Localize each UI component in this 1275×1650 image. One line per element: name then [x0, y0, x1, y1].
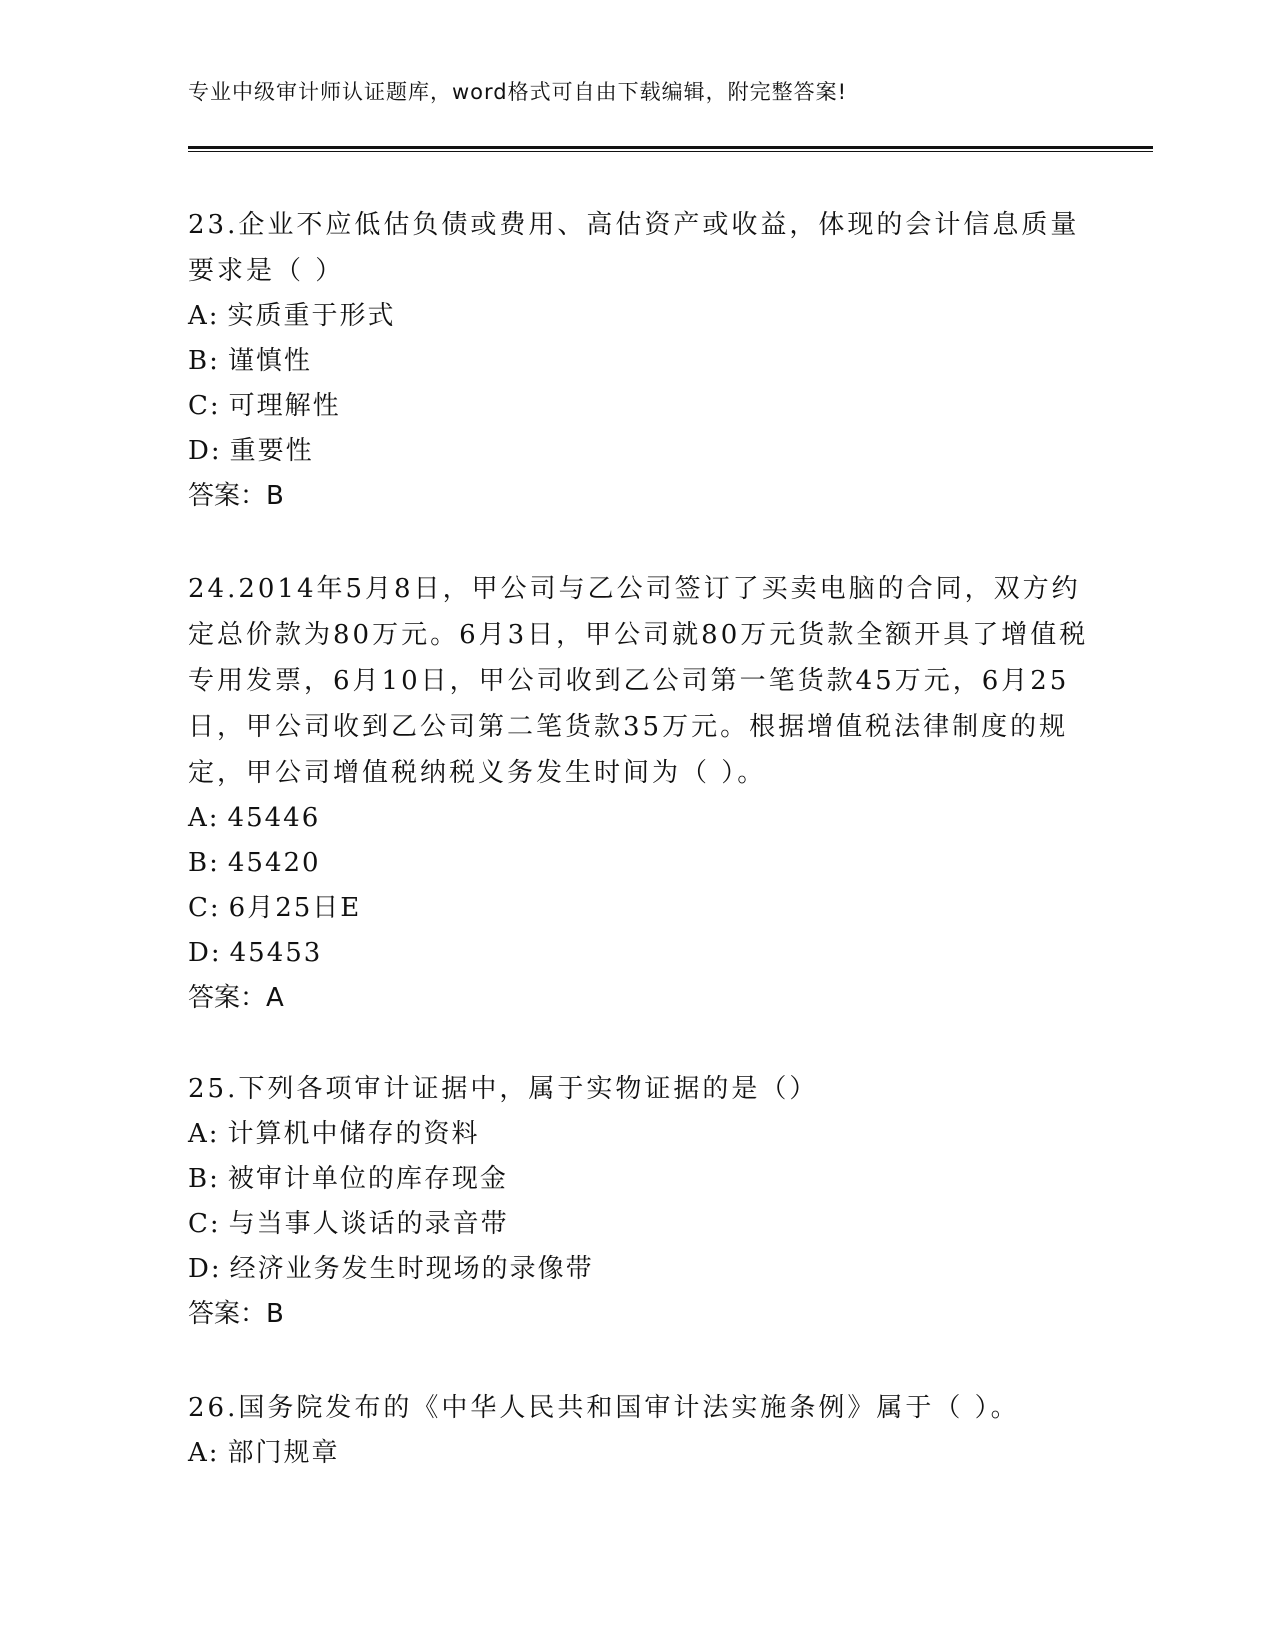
- question-stem: 24.2014年5月8日，甲公司与乙公司签订了买卖电脑的合同，双方约定总价款为80万元。6月3日，甲公司就80万元货款全额开具了增值税专用发票，6月10日，甲公司收到乙公司第一笔货款45万元，6月25日，甲公司收到乙公司第二笔货款35万元。根据增值税法律制度的规定，甲公司增值税纳税义务发生时间为（ ）。: [188, 574, 1089, 788]
- option-text: 重要性: [229, 436, 314, 466]
- option-text: 6月25日E: [228, 893, 362, 923]
- option-label: D:: [188, 436, 222, 466]
- option-c: [188, 886, 1098, 931]
- option-c: [188, 1202, 1098, 1247]
- option-text: 计算机中储存的资料: [227, 1119, 480, 1149]
- option-text: 谨慎性: [227, 346, 312, 376]
- option-d: [188, 931, 1098, 976]
- option-label: A:: [188, 803, 220, 833]
- option-label: D:: [188, 938, 222, 968]
- option-label: C:: [188, 1209, 221, 1239]
- option-label: B:: [188, 346, 220, 376]
- page-header: 专业中级审计师认证题库，word格式可自由下载编辑，附完整答案!: [188, 80, 848, 104]
- option-b: [188, 339, 1098, 384]
- option-label: C:: [188, 893, 221, 923]
- question-26: [188, 1385, 1098, 1476]
- option-text: 可理解性: [228, 391, 341, 421]
- answer: 答案：B: [188, 481, 284, 511]
- header-rule-thin: [188, 151, 1153, 152]
- option-b: [188, 1157, 1098, 1202]
- option-label: C:: [188, 391, 221, 421]
- option-text: 实质重于形式: [227, 301, 396, 331]
- option-label: B:: [188, 1164, 220, 1194]
- answer: 答案：B: [188, 1299, 284, 1329]
- option-a: [188, 294, 1098, 339]
- option-text: 部门规章: [227, 1438, 340, 1468]
- option-c: [188, 384, 1098, 429]
- option-a: [188, 796, 1098, 841]
- option-d: [188, 1247, 1098, 1292]
- option-b: [188, 841, 1098, 886]
- option-label: D:: [188, 1254, 222, 1284]
- option-a: [188, 1112, 1098, 1157]
- option-label: B:: [188, 848, 220, 878]
- question-25: [188, 1066, 1098, 1337]
- option-text: 45420: [227, 848, 321, 878]
- question-stem: 26.国务院发布的《中华人民共和国审计法实施条例》属于（ ）。: [188, 1393, 1020, 1423]
- option-text: 45446: [227, 803, 321, 833]
- option-text: 被审计单位的库存现金: [227, 1164, 508, 1194]
- option-label: A:: [188, 1438, 220, 1468]
- question-stem: 23.企业不应低估负债或费用、高估资产或收益，体现的会计信息质量要求是（ ）: [188, 210, 1080, 286]
- option-text: 45453: [229, 938, 323, 968]
- option-d: [188, 429, 1098, 474]
- option-a: [188, 1431, 1098, 1476]
- question-stem: 25.下列各项审计证据中，属于实物证据的是（）: [188, 1074, 819, 1104]
- option-text: 与当事人谈话的录音带: [228, 1209, 509, 1239]
- option-text: 经济业务发生时现场的录像带: [229, 1254, 594, 1284]
- header-rule-thick: [188, 146, 1153, 149]
- question-23: [188, 202, 1098, 519]
- option-label: A:: [188, 301, 220, 331]
- option-label: A:: [188, 1119, 220, 1149]
- answer: 答案：A: [188, 983, 284, 1013]
- question-24: [188, 566, 1098, 1021]
